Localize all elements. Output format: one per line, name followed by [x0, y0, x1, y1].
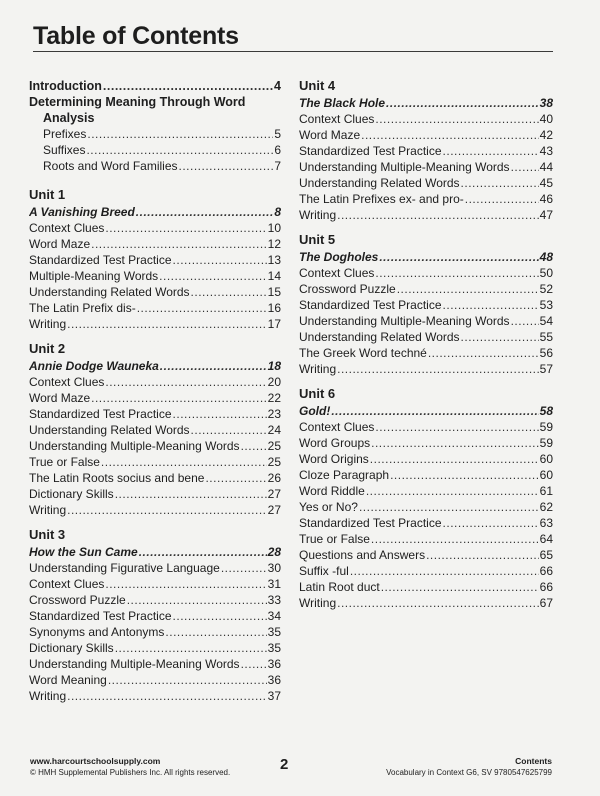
toc-entry[interactable] — [29, 300, 281, 316]
front-matter-group — [29, 78, 281, 94]
toc-right-column — [299, 78, 553, 611]
toc-entry-page: 42 — [539, 128, 553, 142]
toc-entry-label: Understanding Related Words — [29, 423, 190, 437]
toc-entry[interactable] — [299, 595, 553, 611]
toc-entry-page: 28 — [267, 545, 281, 559]
toc-entry-label: Word Maze — [29, 391, 91, 405]
page-number: 2 — [280, 756, 289, 773]
toc-entry-page: 22 — [267, 391, 281, 405]
toc-entry-page: 50 — [539, 266, 553, 280]
toc-entry[interactable] — [29, 316, 281, 332]
toc-entry[interactable] — [299, 191, 553, 207]
toc-entry-label: Context Clues — [29, 375, 105, 389]
toc-entry-label: Word Maze — [29, 237, 91, 251]
toc-entry[interactable] — [299, 143, 553, 159]
dot-leader — [359, 499, 539, 515]
toc-entry-label: Context Clues — [299, 266, 375, 280]
toc-entry-page: 23 — [267, 407, 281, 421]
toc-entry-page: 27 — [267, 503, 281, 517]
toc-entry[interactable] — [299, 249, 553, 265]
toc-entry-label: Context Clues — [29, 221, 105, 235]
toc-entry-label: True or False — [299, 532, 370, 546]
unit-heading: Unit 5 — [299, 232, 336, 247]
toc-entry-page: 64 — [539, 532, 553, 546]
dot-leader — [511, 159, 539, 175]
unit-heading: Unit 2 — [29, 341, 66, 356]
toc-entry-page: 46 — [539, 192, 553, 206]
toc-entry-page: 34 — [267, 609, 281, 623]
toc-entry[interactable] — [29, 158, 281, 174]
toc-entry-label: Dictionary Skills — [29, 487, 114, 501]
toc-entry-page: 31 — [267, 577, 281, 591]
dot-leader — [191, 422, 267, 438]
toc-entry[interactable] — [29, 284, 281, 300]
dot-leader — [179, 158, 274, 174]
toc-entry-label: Annie Dodge Wauneka — [29, 359, 159, 373]
toc-entry-label: Word Riddle — [299, 484, 365, 498]
dot-leader — [241, 438, 267, 454]
toc-entry-label: Understanding Multiple-Meaning Words — [29, 439, 240, 453]
dot-leader — [379, 249, 538, 265]
toc-entry[interactable] — [299, 451, 553, 467]
toc-entry[interactable] — [299, 361, 553, 377]
toc-entry[interactable] — [299, 467, 553, 483]
toc-entry-page: 63 — [539, 516, 553, 530]
toc-entry[interactable] — [29, 544, 281, 560]
toc-entry-page: 47 — [539, 208, 553, 222]
dot-leader — [386, 95, 539, 111]
toc-entry-label: Word Meaning — [29, 673, 107, 687]
dot-leader — [67, 316, 267, 332]
dot-leader — [426, 547, 539, 563]
toc-entry-page: 38 — [539, 96, 553, 110]
toc-entry-label: Context Clues — [299, 420, 375, 434]
toc-entry[interactable] — [299, 403, 553, 419]
toc-entry-label: Writing — [29, 317, 67, 331]
dot-leader — [350, 563, 539, 579]
toc-entry-label: Synonyms and Antonyms — [29, 625, 165, 639]
toc-entry[interactable] — [29, 656, 281, 672]
dot-leader — [165, 624, 266, 640]
toc-entry-label: Standardized Test Practice — [29, 609, 172, 623]
toc-entry-label: Understanding Related Words — [299, 176, 460, 190]
toc-entry[interactable] — [29, 502, 281, 518]
toc-entry-page: 14 — [267, 269, 281, 283]
dot-leader — [221, 560, 267, 576]
toc-entry-page: 25 — [267, 455, 281, 469]
dot-leader — [331, 403, 538, 419]
toc-entry[interactable] — [299, 281, 553, 297]
dot-leader — [136, 204, 274, 220]
dot-leader — [397, 281, 539, 297]
dot-leader — [115, 640, 267, 656]
dot-leader — [105, 374, 266, 390]
toc-entry-page: 40 — [539, 112, 553, 126]
unit-heading: Unit 3 — [29, 527, 66, 542]
toc-entry-page: 48 — [539, 250, 553, 264]
toc-entry-page: 35 — [267, 641, 281, 655]
dot-leader — [337, 361, 539, 377]
dot-leader — [381, 579, 539, 595]
toc-entry-page: 36 — [267, 673, 281, 687]
toc-entry[interactable] — [299, 435, 553, 451]
toc-entry-label: Context Clues — [29, 577, 105, 591]
dot-leader — [115, 486, 267, 502]
toc-entry[interactable] — [29, 608, 281, 624]
toc-entry-label: The Latin Prefix dis- — [29, 301, 136, 315]
footer-book-title: Vocabulary in Context G6, SV 9780547625799 — [386, 768, 552, 777]
toc-entry-page: 66 — [539, 564, 553, 578]
toc-entry-label: Dictionary Skills — [29, 641, 114, 655]
dot-leader — [103, 78, 273, 94]
toc-entry-label: Word Maze — [299, 128, 361, 142]
toc-entry[interactable] — [29, 470, 281, 486]
toc-entry-page: 44 — [539, 160, 553, 174]
toc-entry-label: Prefixes — [43, 127, 87, 141]
dot-leader — [108, 672, 267, 688]
toc-entry[interactable] — [299, 515, 553, 531]
dot-leader — [173, 252, 267, 268]
dot-leader — [191, 284, 267, 300]
dot-leader — [366, 483, 539, 499]
toc-entry-label: Understanding Multiple-Meaning Words — [299, 314, 510, 328]
toc-entry[interactable] — [29, 576, 281, 592]
dot-leader — [105, 576, 266, 592]
toc-entry[interactable] — [29, 672, 281, 688]
toc-entry[interactable] — [29, 358, 281, 374]
toc-entry-page: 65 — [539, 548, 553, 562]
toc-entry[interactable] — [29, 406, 281, 422]
toc-entry[interactable] — [299, 265, 553, 281]
toc-entry[interactable] — [29, 422, 281, 438]
toc-entry-page: 62 — [539, 500, 553, 514]
toc-entry[interactable] — [299, 547, 553, 563]
toc-entry-label: Gold! — [299, 404, 331, 418]
toc-entry-page: 33 — [267, 593, 281, 607]
toc-entry-page: 67 — [539, 596, 553, 610]
dot-leader — [465, 191, 539, 207]
dot-leader — [86, 142, 273, 158]
dot-leader — [370, 451, 539, 467]
toc-entry-label: The Black Hole — [299, 96, 386, 110]
toc-entry-page: 6 — [274, 143, 281, 157]
toc-entry-page: 56 — [539, 346, 553, 360]
toc-entry[interactable] — [299, 111, 553, 127]
toc-entry-page: 66 — [539, 580, 553, 594]
dot-leader — [375, 111, 538, 127]
left-units — [29, 187, 281, 704]
dot-leader — [241, 656, 267, 672]
toc-entry-page: 5 — [274, 127, 281, 141]
toc-entry[interactable] — [29, 252, 281, 268]
dot-leader — [461, 329, 539, 345]
dot-leader — [461, 175, 539, 191]
toc-entry-label: Questions and Answers — [299, 548, 426, 562]
toc-entry-label: Standardized Test Practice — [299, 516, 442, 530]
dot-leader — [428, 345, 539, 361]
toc-entry-label: The Dogholes — [299, 250, 379, 264]
copyright-notice: © HMH Supplemental Publishers Inc. All rights reserved. — [30, 768, 231, 777]
toc-entry-label: Roots and Word Families — [43, 159, 178, 173]
dot-leader — [101, 454, 267, 470]
toc-entry-page: 4 — [274, 79, 281, 93]
toc-entry[interactable] — [299, 207, 553, 223]
toc-entry[interactable] — [29, 688, 281, 704]
toc-entry[interactable] — [299, 579, 553, 595]
toc-entry[interactable] — [29, 236, 281, 252]
dot-leader — [443, 515, 539, 531]
toc-entry-label: The Latin Roots socius and bene — [29, 471, 205, 485]
dot-leader — [67, 688, 267, 704]
toc-entry[interactable] — [299, 95, 553, 111]
toc-entry-label: The Greek Word techné — [299, 346, 427, 360]
toc-entry-label: Writing — [299, 208, 337, 222]
toc-entry-page: 53 — [539, 298, 553, 312]
dot-leader — [127, 592, 267, 608]
toc-entry-page: 55 — [539, 330, 553, 344]
toc-entry-page: 36 — [267, 657, 281, 671]
dot-leader — [105, 220, 266, 236]
toc-entry-page: 27 — [267, 487, 281, 501]
toc-entry-page: 61 — [539, 484, 553, 498]
toc-entry-page: 7 — [274, 159, 281, 173]
toc-entry[interactable] — [299, 159, 553, 175]
toc-entry-page: 59 — [539, 420, 553, 434]
toc-entry-page: 17 — [267, 317, 281, 331]
toc-entry[interactable] — [29, 624, 281, 640]
dot-leader — [139, 544, 267, 560]
title-divider — [33, 51, 553, 52]
toc-entry-page: 60 — [539, 452, 553, 466]
toc-left-column — [29, 78, 281, 704]
dot-leader — [371, 435, 539, 451]
toc-entry-page: 12 — [267, 237, 281, 251]
toc-entry-label: Understanding Related Words — [299, 330, 460, 344]
page-title: Table of Contents — [33, 22, 239, 50]
toc-entry-label: Understanding Multiple-Meaning Words — [29, 657, 240, 671]
dot-leader — [173, 406, 267, 422]
toc-entry-page: 54 — [539, 314, 553, 328]
publisher-url[interactable]: www.harcourtschoolsupply.com — [30, 756, 161, 766]
toc-entry-label: Standardized Test Practice — [299, 144, 442, 158]
dot-leader — [205, 470, 266, 486]
dot-leader — [511, 313, 539, 329]
footer-publisher — [30, 756, 230, 778]
dot-leader — [87, 126, 273, 142]
unit-heading: Unit 4 — [299, 78, 336, 93]
toc-entry[interactable] — [29, 142, 281, 158]
toc-entry[interactable] — [29, 268, 281, 284]
toc-entry-page: 35 — [267, 625, 281, 639]
toc-entry[interactable] — [29, 204, 281, 220]
toc-entry-label: Standardized Test Practice — [29, 253, 172, 267]
toc-entry-label: Standardized Test Practice — [299, 298, 442, 312]
unit-heading: Unit 1 — [29, 187, 66, 202]
toc-entry-label: Crossword Puzzle — [29, 593, 126, 607]
toc-entry-page: 18 — [267, 359, 281, 373]
toc-entry[interactable] — [299, 531, 553, 547]
toc-entry[interactable] — [29, 454, 281, 470]
dot-leader — [91, 236, 267, 252]
toc-entry-page: 57 — [539, 362, 553, 376]
toc-entry-label: Writing — [299, 596, 337, 610]
dot-leader — [375, 419, 538, 435]
toc-entry-page: 30 — [267, 561, 281, 575]
toc-entry-label: Understanding Multiple-Meaning Words — [299, 160, 510, 174]
toc-entry-label: Writing — [29, 503, 67, 517]
toc-entry-label: Word Groups — [299, 436, 371, 450]
toc-entry-label: Word Origins — [299, 452, 369, 466]
toc-entry-page: 60 — [539, 468, 553, 482]
dot-leader — [91, 390, 267, 406]
toc-entry-page: 26 — [267, 471, 281, 485]
toc-entry-label: How the Sun Came — [29, 545, 138, 559]
toc-entry-label: The Latin Prefixes ex- and pro- — [299, 192, 464, 206]
toc-entry-page: 37 — [267, 689, 281, 703]
toc-entry[interactable] — [299, 329, 553, 345]
dot-leader — [159, 268, 266, 284]
footer-section-name: Contents — [515, 756, 552, 766]
dot-leader — [337, 207, 539, 223]
section-heading-line2: Analysis — [43, 111, 95, 125]
toc-entry[interactable] — [299, 483, 553, 499]
dot-leader — [390, 467, 539, 483]
dot-leader — [443, 143, 539, 159]
toc-entry[interactable] — [29, 560, 281, 576]
section-heading-word-analysis — [29, 94, 281, 126]
toc-entry-page: 24 — [267, 423, 281, 437]
unit-heading: Unit 6 — [299, 386, 336, 401]
toc-entry-page: 58 — [539, 404, 553, 418]
dot-leader — [337, 595, 539, 611]
dot-leader — [361, 127, 539, 143]
toc-entry[interactable] — [29, 390, 281, 406]
toc-entry-page: 13 — [267, 253, 281, 267]
toc-entry-page: 43 — [539, 144, 553, 158]
footer-book-info — [386, 756, 552, 778]
toc-entry-label: Context Clues — [299, 112, 375, 126]
toc-entry[interactable] — [29, 220, 281, 236]
toc-entry-page: 8 — [274, 205, 281, 219]
dot-leader — [371, 531, 539, 547]
toc-entry[interactable] — [29, 78, 281, 94]
toc-entry-page: 10 — [267, 221, 281, 235]
toc-entry[interactable] — [299, 419, 553, 435]
toc-entry-label: Multiple-Meaning Words — [29, 269, 159, 283]
dot-leader — [173, 608, 267, 624]
toc-entry[interactable] — [299, 345, 553, 361]
toc-entry-label: Suffix -ful — [299, 564, 349, 578]
toc-entry-page: 16 — [267, 301, 281, 315]
toc-entry-label: Understanding Related Words — [29, 285, 190, 299]
toc-entry-label: Writing — [29, 689, 67, 703]
toc-entry[interactable] — [29, 438, 281, 454]
toc-entry[interactable] — [299, 563, 553, 579]
dot-leader — [160, 358, 267, 374]
toc-entry[interactable] — [29, 126, 281, 142]
toc-entry[interactable] — [299, 499, 553, 515]
toc-entry[interactable] — [29, 486, 281, 502]
dot-leader — [375, 265, 538, 281]
toc-entry-page: 15 — [267, 285, 281, 299]
toc-entry-label: Standardized Test Practice — [29, 407, 172, 421]
toc-entry-label: Cloze Paragraph — [299, 468, 390, 482]
toc-entry-label: Latin Root duct — [299, 580, 380, 594]
toc-entry-label: Yes or No? — [299, 500, 358, 514]
dot-leader — [67, 502, 267, 518]
toc-entry-label: Crossword Puzzle — [299, 282, 396, 296]
toc-entry[interactable] — [299, 297, 553, 313]
toc-entry[interactable] — [29, 592, 281, 608]
toc-entry-page: 45 — [539, 176, 553, 190]
toc-entry-label: A Vanishing Breed — [29, 205, 135, 219]
right-units — [299, 78, 553, 611]
toc-entry-page: 20 — [267, 375, 281, 389]
section-heading-line1: Determining Meaning Through Word — [29, 95, 246, 109]
toc-entry[interactable] — [29, 640, 281, 656]
toc-entry-label: Writing — [299, 362, 337, 376]
toc-entry[interactable] — [29, 374, 281, 390]
toc-entry-label: True or False — [29, 455, 100, 469]
toc-entry-label: Introduction — [29, 79, 102, 93]
toc-entry-label: Suffixes — [43, 143, 86, 157]
toc-entry-label: Understanding Figurative Language — [29, 561, 220, 575]
toc-entry-page: 52 — [539, 282, 553, 296]
toc-entry-page: 59 — [539, 436, 553, 450]
toc-entry[interactable] — [299, 313, 553, 329]
word-analysis-entries — [29, 126, 281, 174]
toc-entry[interactable] — [299, 127, 553, 143]
dot-leader — [443, 297, 539, 313]
toc-entry-page: 25 — [267, 439, 281, 453]
toc-entry[interactable] — [299, 175, 553, 191]
dot-leader — [137, 300, 267, 316]
